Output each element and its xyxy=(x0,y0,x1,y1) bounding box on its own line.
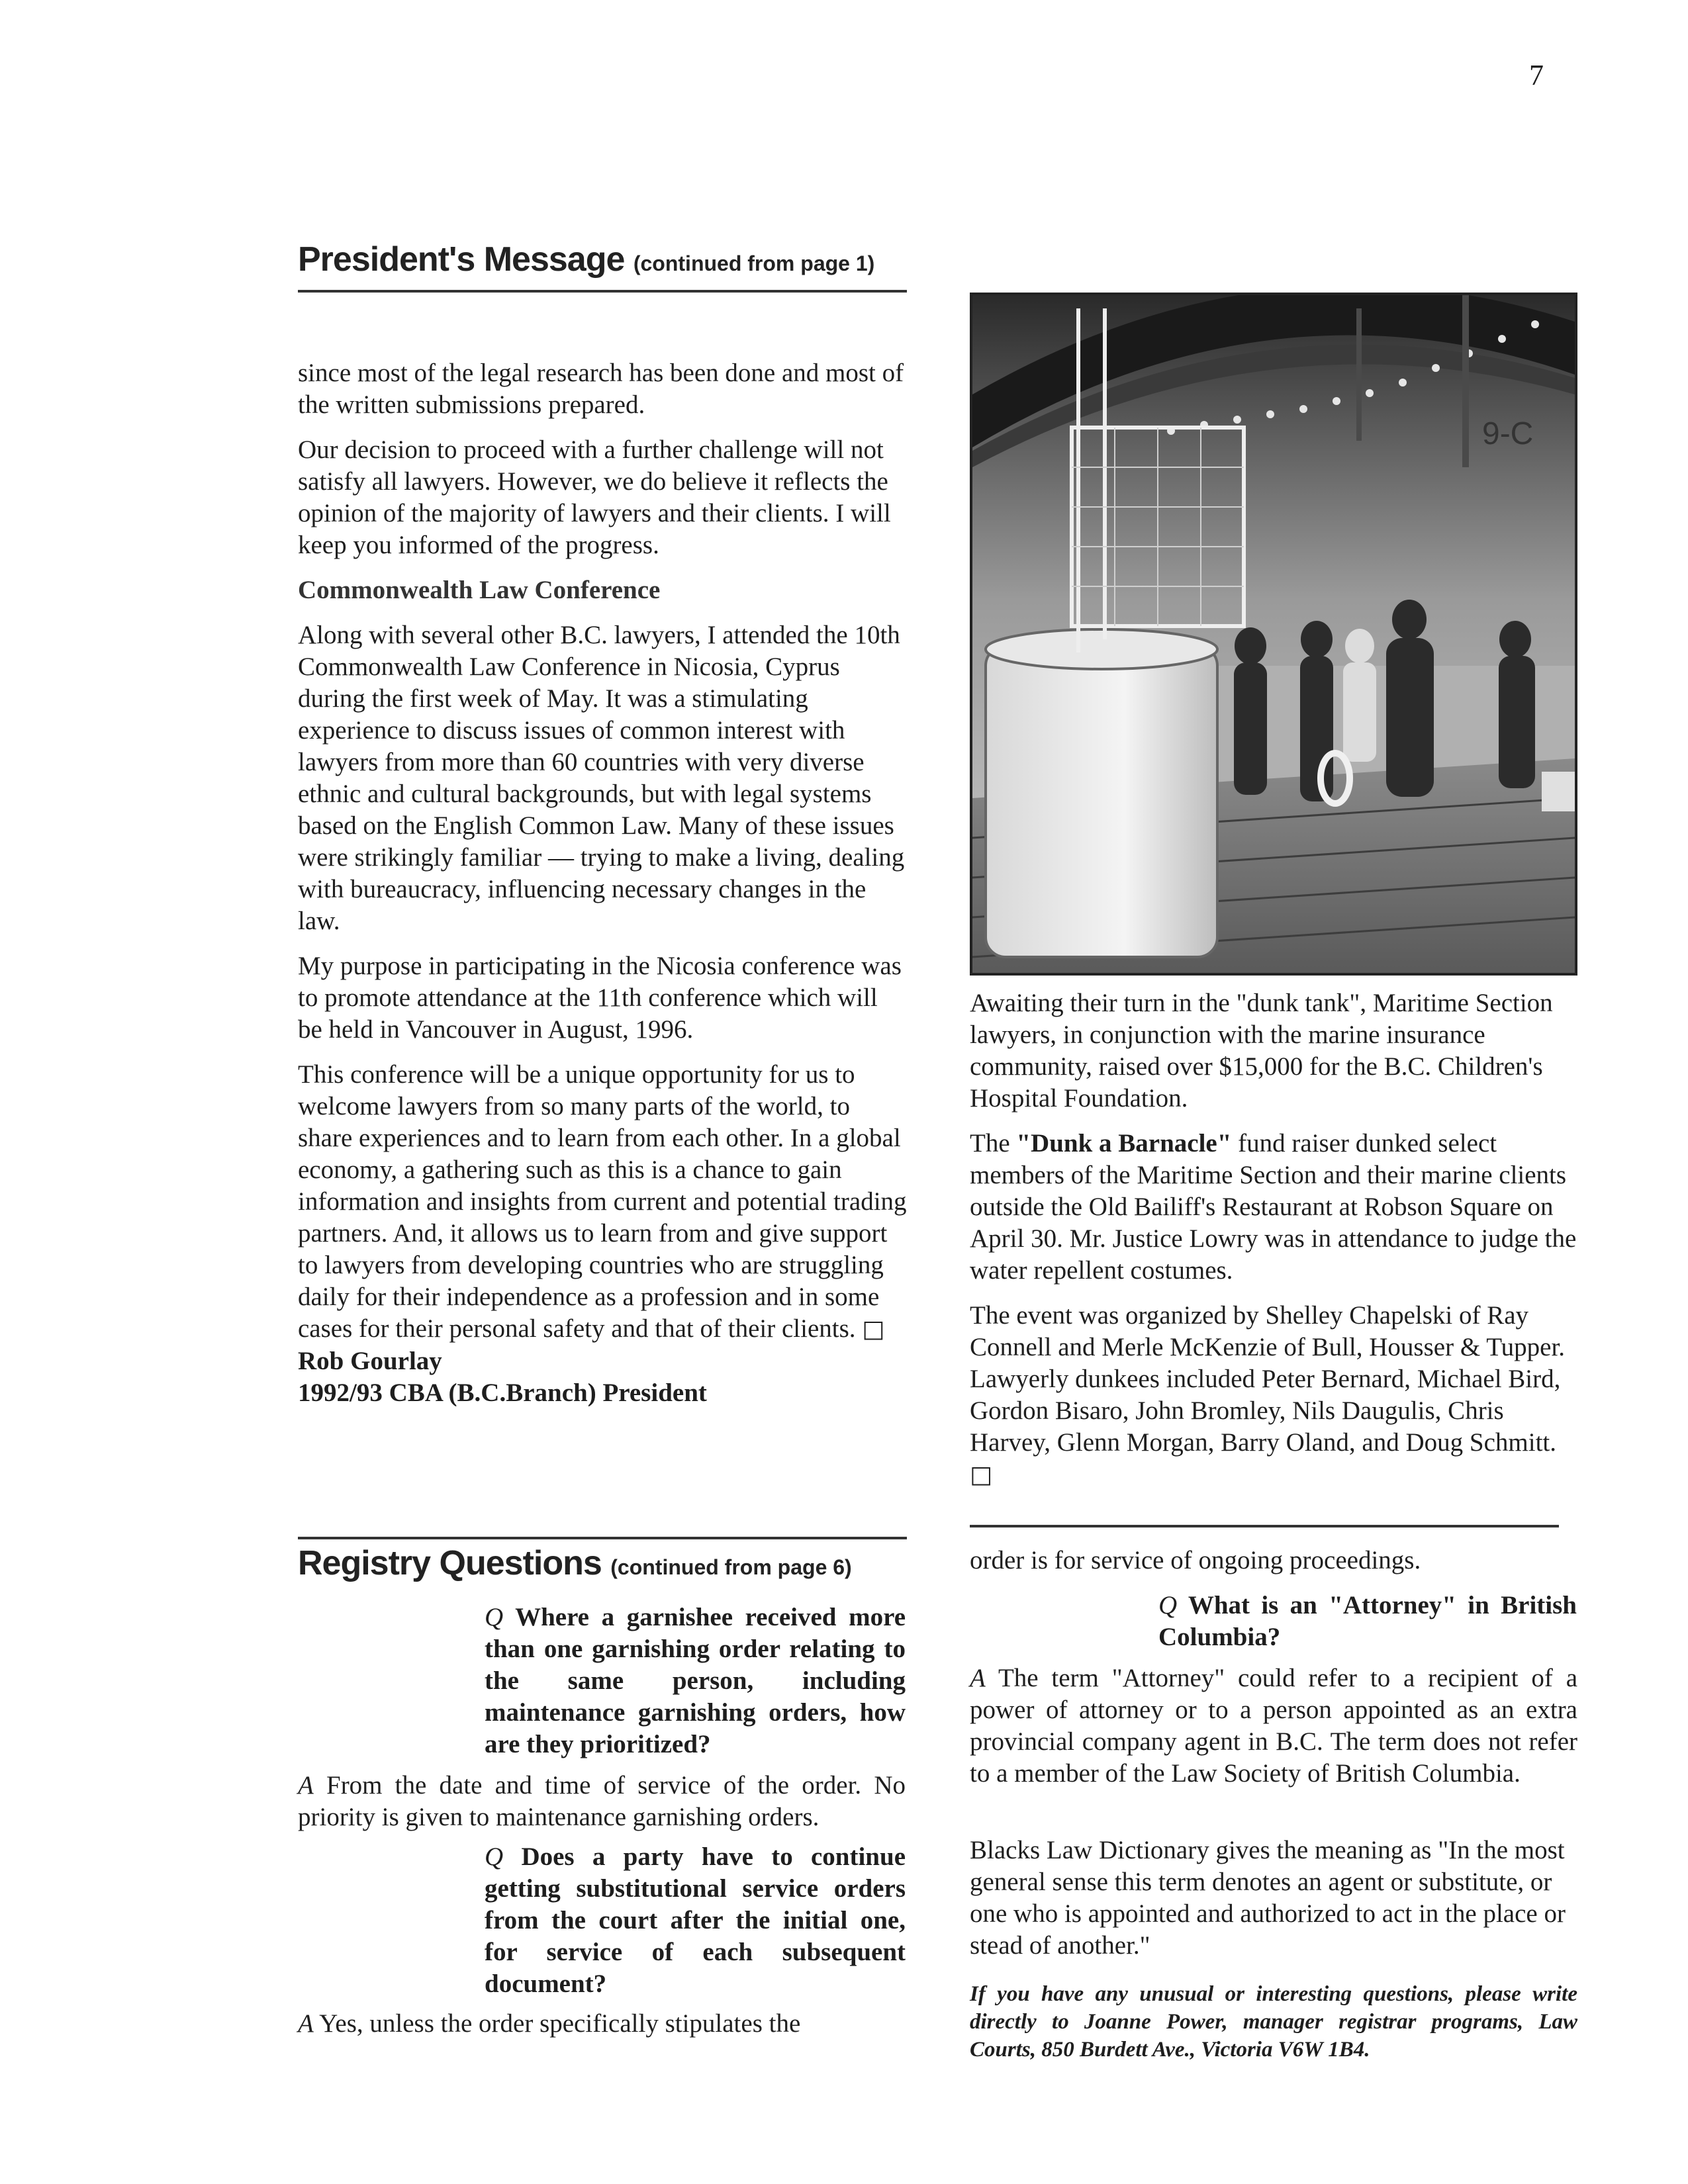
dunk-paragraph xyxy=(970,1128,1577,1287)
section-divider xyxy=(970,1525,1559,1527)
a-label: A xyxy=(970,1664,986,1692)
question-1 xyxy=(485,1602,906,1760)
photo-caption: Awaiting their turn in the "dunk tank", Maritime Section lawyers, in conjunction with the marine insurance community, raised over $15,000 for the B.C. Children's Hospital Foundation. xyxy=(970,989,1553,1113)
registry-questions-title xyxy=(298,1543,852,1583)
question-text: What is an "Attorney" in British Columbia? xyxy=(1158,1591,1577,1651)
page-number: 7 xyxy=(1529,59,1544,91)
section-divider xyxy=(298,290,907,293)
organizers-text: The event was organized by Shelley Chapelski of Ray Connell and Merle McKenzie of Bull, Housser & Tupper. Lawyerly dunkees included Peter Bernard, Michael Bird, Gordon Bisaro, John Bromley, Nils Daugulis, Chris Harvey, Glenn Morgan, Barry Oland, and Doug Schmitt. xyxy=(970,1301,1566,1457)
q-label: Q xyxy=(1158,1591,1178,1619)
section-title-text: President's Message xyxy=(298,240,625,279)
continued-note: (continued from page 6) xyxy=(610,1555,852,1579)
paragraph-text: This conference will be a unique opportunity for us to welcome lawyers from so many parts of the world, to share experiences and to learn from each other. In a global economy, a gathering such as this is a chance to gain information and insights from current and potential trading partners. And, it allows us to learn from and give support to lawyers from developing countries who are struggling daily for their independence as a profession and in some cases for their personal safety and that of their clients. xyxy=(298,1060,907,1343)
dunk-event-name: "Dunk a Barnacle" xyxy=(1016,1129,1232,1158)
answer-2-continued: order is for service of ongoing proceedings. xyxy=(970,1546,1421,1574)
closing-note: If you have any unusual or interesting questions, please write directly to Joanne Power, manager registrar programs, Law Courts, 850 Burdett Ave., Victoria V6W 1B4. xyxy=(970,1982,1577,2062)
answer-text: Yes, unless the order specifically stipulates the xyxy=(319,2009,801,2038)
subheading-commonwealth: Commonwealth Law Conference xyxy=(298,576,661,604)
answer-text: The term "Attorney" could refer to a recipient of a power of attorney or to a person appointed as an extra provincial company agent in B.C. The term does not refer to a member of the Law Society of British Columbia. xyxy=(970,1664,1578,1788)
q-label: Q xyxy=(485,1843,504,1871)
end-mark-icon: □ xyxy=(970,1461,993,1488)
paragraph: My purpose in participating in the Nicosia conference was to promote attendance at the 11th conference which will be held in Vancouver in August, 1996. xyxy=(298,952,902,1044)
photo-story xyxy=(970,987,1577,1504)
dunk-organizers xyxy=(970,1300,1577,1491)
dunk-tank-photo xyxy=(970,293,1577,976)
paragraph: Our decision to proceed with a further challenge will not satisfy all lawyers. However, we do believe it reflects the opinion of the majority of lawyers and their clients. I will keep you informed of the progress. xyxy=(298,435,891,559)
continued-note: (continued from page 1) xyxy=(633,251,875,275)
blacks-law-definition: Blacks Law Dictionary gives the meaning as "In the most general sense this term denotes an agent or substitute, or one who is appointed and authorized to act in the place or stead of another." xyxy=(970,1836,1566,1960)
answer-3 xyxy=(970,1662,1577,1790)
question-3 xyxy=(1158,1590,1577,1653)
paragraph-final xyxy=(298,1059,907,1345)
signature-title: 1992/93 CBA (B.C.Branch) President xyxy=(298,1379,707,1407)
signature-name: Rob Gourlay xyxy=(298,1347,442,1375)
section-divider xyxy=(298,1537,907,1539)
answer-1 xyxy=(298,1770,906,1833)
dunk-intro: The xyxy=(970,1129,1017,1158)
dunk-body: fund raiser dunked select members of the Maritime Section and their marine clients outside the Old Bailiff's Restaurant at Robson Square on April 30. Mr. Justice Lowry was in attendance to judge the water repellent costumes. xyxy=(970,1129,1577,1285)
paragraph: since most of the legal research has been done and most of the written submissions prepared. xyxy=(298,359,904,419)
section-title-text: Registry Questions xyxy=(298,1544,602,1582)
presidents-message-title xyxy=(298,240,874,279)
a-label: A xyxy=(298,1771,314,1799)
end-mark-icon: □ xyxy=(862,1316,885,1343)
presidents-message-body xyxy=(298,357,907,1409)
question-text: Does a party have to continue getting substitutional service orders from the court after the initial one, for service of each subsequent document? xyxy=(485,1843,906,1998)
q-label: Q xyxy=(485,1603,504,1631)
paragraph: Along with several other B.C. lawyers, I attended the 10th Commonwealth Law Conference in Nicosia, Cyprus during the first week of May. It was a stimulating experience to discuss issues of common interest with lawyers from more than 60 countries with very diverse ethnic and cultural backgrounds, but with legal systems based on the English Common Law. Many of these issues were strikingly familiar — trying to make a living, dealing with bureaucracy, influencing necessary changes in the law. xyxy=(298,621,905,935)
question-2 xyxy=(485,1841,906,2000)
answer-2 xyxy=(298,2008,907,2040)
question-text: Where a garnishee received more than one garnishing order relating to the same person, including maintenance garnishing orders, how are they prioritized? xyxy=(485,1603,906,1758)
answer-text: From the date and time of service of the order. No priority is given to maintenance garnishing orders. xyxy=(298,1771,906,1831)
a-label: A xyxy=(298,2009,314,2038)
photo-sign-text: 9-C xyxy=(1482,416,1534,451)
